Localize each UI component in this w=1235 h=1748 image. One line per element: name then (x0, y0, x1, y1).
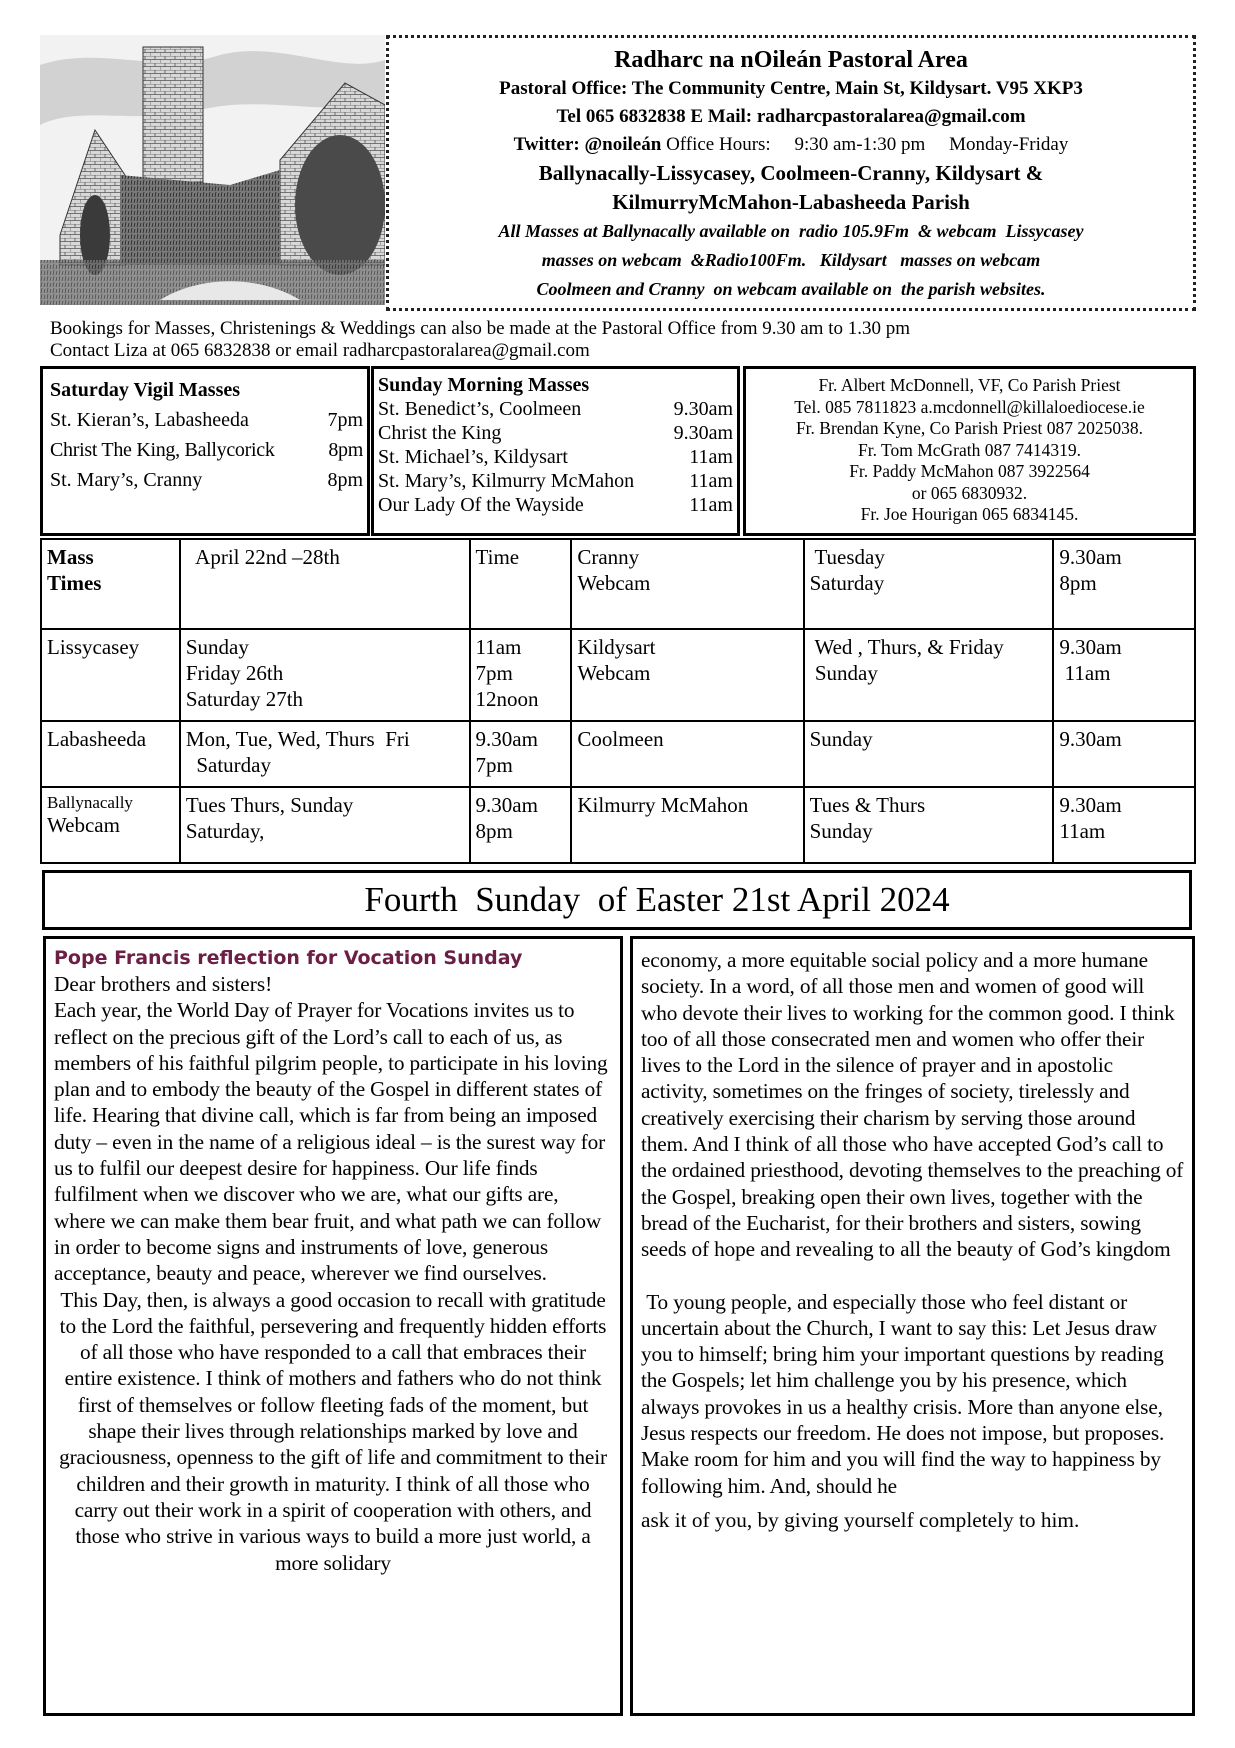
date-range-text: April 22nd –28th (185, 545, 340, 569)
cell-line: Friday 26th (185, 661, 284, 685)
cell-line: Ballynacally (47, 793, 133, 812)
cell-line: 9.30am (475, 793, 538, 817)
cell-line: Lissycasey (47, 635, 140, 659)
cell-line: Saturday (185, 753, 271, 777)
cell-line: 8pm (475, 819, 513, 843)
sunday-time: 9.30am (673, 398, 733, 420)
clergy-line: Fr. Albert McDonnell, VF, Co Parish Priest (818, 375, 1121, 395)
table-cell-times (1053, 721, 1195, 787)
cell-line: Sunday (809, 727, 873, 751)
sunday-row (378, 445, 737, 469)
time-header (470, 539, 572, 629)
cell-line: Tues Thurs, Sunday (185, 793, 354, 817)
cell-line: Saturday 27th (185, 687, 304, 711)
label-line: Mass (47, 545, 94, 569)
office-address: Pastoral Office: The Community Centre, Main St, Kildysart. V95 XKP3 (499, 78, 1083, 99)
reflection-closing: ask it of you, by giving yourself completely to him. (641, 1507, 1080, 1532)
cell-line: Webcam (47, 813, 120, 837)
sunday-title-banner (42, 870, 1192, 930)
clergy-contacts-box (743, 366, 1196, 536)
contact-line: Contact Liza at 065 6832838 or email radharcpastoralarea@gmail.com (50, 340, 590, 361)
date-range (180, 539, 470, 629)
label-line: Times (47, 571, 102, 595)
reflection-paragraph: economy, a more equitable social policy and a more humane society. In a word, of all those men and women of good will who devote their lives to working for the common good. I think too of all those consecrated men and women who offer their lives to the Lord in the silence of prayer and in apostolic activity, sometimes on the fringes of society, tirelessly and creatively exercising their charism by serving those around them. And I think of all those who have accepted God’s call to the ordained priesthood, devoting themselves to the preaching of the Gospel, breaking open their own lives, together with the bread of the Eucharist, for their brothers and sisters, sowing seeds of hope and revealing to all the beauty of God’s kingdom (641, 948, 1184, 1262)
sunday-church: St. Michael’s, Kildysart (378, 446, 568, 468)
cell-line: Tues & Thurs (809, 793, 926, 817)
mass-times-table (40, 538, 1196, 864)
vigil-church: Christ The King, Ballycorick (50, 439, 275, 461)
pastoral-area-header (386, 35, 1196, 311)
parishes-line-1: Ballynacally-Lissycasey, Coolmeen-Cranny, Kildysart & (538, 161, 1044, 185)
table-cell-days (180, 629, 470, 721)
table-cell-place (571, 721, 803, 787)
cell-line: 12noon (475, 687, 539, 711)
vigil-time: 7pm (327, 409, 363, 431)
cell-line: 7pm (475, 661, 513, 685)
table-cell-place (571, 539, 803, 629)
sunday-time: 11am (689, 494, 733, 516)
cell-line: Sunday (185, 635, 249, 659)
table-cell-place (571, 787, 803, 863)
table-cell-times (470, 787, 572, 863)
bookings-line: Bookings for Masses, Christenings & Weddings can also be made at the Pastoral Office from 9.30 am to 1.30 pm (50, 318, 911, 339)
cell-line: 8pm (1059, 571, 1097, 595)
cell-line: 11am (475, 635, 522, 659)
cell-line: Mon, Tue, Wed, Thurs Fri (185, 727, 410, 751)
table-row (41, 629, 1195, 721)
clergy-line: Fr. Brendan Kyne, Co Parish Priest 087 2025038. (795, 418, 1144, 438)
church-ruin-illustration (40, 35, 385, 305)
cell-line: Webcam (577, 661, 651, 685)
clergy-line: Tel. 085 7811823 a.mcdonnell@killaloediocese.ie (794, 396, 1145, 417)
webcam-line-1: All Masses at Ballynacally available on radio 105.9Fm & webcam Lissycasey (498, 221, 1084, 241)
paragraph-spacer (641, 1263, 1184, 1289)
twitter-and-hours (389, 131, 1193, 159)
reflection-heading: Pope Francis reflection for Vocation Sunday (54, 947, 523, 969)
cell-line: 9.30am (475, 727, 538, 751)
cell-line: 11am (1059, 661, 1111, 685)
bookings-info (50, 318, 910, 362)
table-cell-times (470, 721, 572, 787)
time-header-text: Time (475, 545, 520, 569)
webcam-line-2: masses on webcam &Radio100Fm. Kildysart masses on webcam (541, 250, 1041, 270)
sunday-church: Our Lady Of the Wayside (378, 494, 584, 516)
table-cell-days (804, 539, 1054, 629)
reflection-greeting: Dear brothers and sisters! (54, 972, 273, 996)
vigil-time: 8pm (327, 469, 363, 491)
church-ruin-sketch (40, 35, 385, 305)
cell-line: Coolmeen (577, 727, 664, 751)
table-cell-days (804, 787, 1054, 863)
cell-line: Sunday (809, 819, 873, 843)
reflection-paragraph: This Day, then, is always a good occasion to recall with gratitude to the Lord the faithful, persevering and frequently hidden efforts of all those who have responded to a call that embraces their entire existence. I think of mothers and fathers who do not think first of themselves or follow fleeting fads of the moment, but shape their lives through relationships marked by love and graciousness, openness to the gift of life and commitment to their children and their growth in maturity. I think of all those who carry out their work in a spirit of cooperation with others, and those who strive in various ways to build a more just world, a more solidary (59, 1287, 607, 1575)
cell-line: 9.30am (1059, 545, 1122, 569)
vigil-time: 8pm (328, 439, 363, 461)
cell-line: 9.30am (1059, 727, 1122, 751)
clergy-line: Fr. Joe Hourigan 065 6834145. (860, 504, 1079, 524)
clergy-line: or 065 6830932. (911, 482, 1028, 503)
cell-line: Webcam (577, 571, 651, 595)
table-header-row (41, 539, 1195, 629)
reflection-column-right (630, 936, 1195, 1716)
reflection-column-left (43, 936, 623, 1716)
table-cell-days (180, 721, 470, 787)
banner-title: Fourth Sunday of Easter 21st April 2024 (364, 880, 950, 919)
sunday-row (378, 493, 737, 517)
table-row (41, 721, 1195, 787)
sunday-time: 9.30am (673, 422, 733, 444)
table-cell-place (41, 787, 180, 863)
table-row (41, 787, 1195, 863)
table-cell-times (1053, 787, 1195, 863)
sunday-row (378, 397, 737, 421)
table-cell-times (1053, 539, 1195, 629)
cell-line: Cranny (577, 545, 640, 569)
cell-line: Wed , Thurs, & Friday (809, 635, 1004, 659)
webcam-line-3: Coolmeen and Cranny on webcam available on the parish websites. (536, 279, 1046, 299)
office-hours: Office Hours: 9:30 am-1:30 pm Monday-Friday (661, 134, 1069, 155)
cell-line: Labasheeda (47, 727, 147, 751)
sunday-morning-box (371, 366, 740, 536)
table-cell-days (804, 721, 1054, 787)
sunday-time: 11am (689, 470, 733, 492)
table-cell-times (470, 629, 572, 721)
cell-line: Saturday (809, 571, 885, 595)
saturday-vigil-heading: Saturday Vigil Masses (50, 379, 241, 401)
table-cell-place (41, 721, 180, 787)
vigil-row (50, 405, 367, 435)
pastoral-area-title: Radharc na nOileán Pastoral Area (614, 47, 968, 73)
cell-line: Sunday (809, 661, 878, 685)
reflection-paragraph: To young people, and especially those who feel distant or uncertain about the Church, I want to say this: Let Jesus draw you to himself; bring him your important questions by reading the Gospels; let him challenge you by his presence, which always provokes in us a healthy crisis. More than anyone else, Jesus respects our freedom. He does not impose, but proposes. Make room for him and you will find the way to happiness by following him. And, should he (641, 1289, 1170, 1498)
sunday-row (378, 421, 737, 445)
table-cell-days (804, 629, 1054, 721)
table-cell-times (1053, 629, 1195, 721)
clergy-line: Fr. Tom McGrath 087 7414319. (857, 439, 1082, 460)
vigil-row (50, 435, 367, 465)
mass-times-label (41, 539, 180, 629)
vigil-church: St. Kieran’s, Labasheeda (50, 409, 249, 431)
vigil-row (50, 465, 367, 495)
office-contact: Tel 065 6832838 E Mail: radharcpastoralarea@gmail.com (556, 106, 1026, 127)
table-cell-days (180, 787, 470, 863)
cell-line: 9.30am (1059, 635, 1122, 659)
table-cell-place (41, 629, 180, 721)
sunday-morning-heading: Sunday Morning Masses (378, 374, 590, 396)
cell-line: 11am (1059, 819, 1106, 843)
sunday-church: Christ the King (378, 422, 502, 444)
sunday-church: St. Benedict’s, Coolmeen (378, 398, 582, 420)
cell-line: 9.30am (1059, 793, 1122, 817)
sunday-church: St. Mary’s, Kilmurry McMahon (378, 470, 635, 492)
vigil-church: St. Mary’s, Cranny (50, 469, 203, 491)
parishes-line-2: KilmurryMcMahon-Labasheeda Parish (612, 190, 970, 214)
cell-line: Saturday, (185, 819, 265, 843)
sunday-time: 11am (689, 446, 733, 468)
cell-line: Tuesday (809, 545, 885, 569)
reflection-paragraph: Each year, the World Day of Prayer for Vocations invites us to reflect on the precious gift of the Lord’s call to each of us, as members of his faithful pilgrim people, to participate in his loving plan and to embody the beauty of the Gospel in different states of life. Hearing that divine call, which is far from being an imposed duty – even in the name of a religious ideal – is the surest way for us to fulfil our deepest desire for happiness. Our life finds fulfilment when we discover who we are, what our gifts are, where we can make them bear fruit, and what path we can follow in order to become signs and instruments of love, generous acceptance, beauty and peace, wherever we find ourselves. (54, 998, 608, 1286)
table-cell-place (571, 629, 803, 721)
sunday-row (378, 469, 737, 493)
saturday-vigil-box (40, 366, 370, 536)
cell-line: Kilmurry McMahon (577, 793, 749, 817)
clergy-line: Fr. Paddy McMahon 087 3922564 (849, 461, 1090, 481)
twitter-handle[interactable]: Twitter: @noileán (513, 134, 662, 155)
cell-line: 7pm (475, 753, 513, 777)
cell-line: Kildysart (577, 635, 656, 659)
